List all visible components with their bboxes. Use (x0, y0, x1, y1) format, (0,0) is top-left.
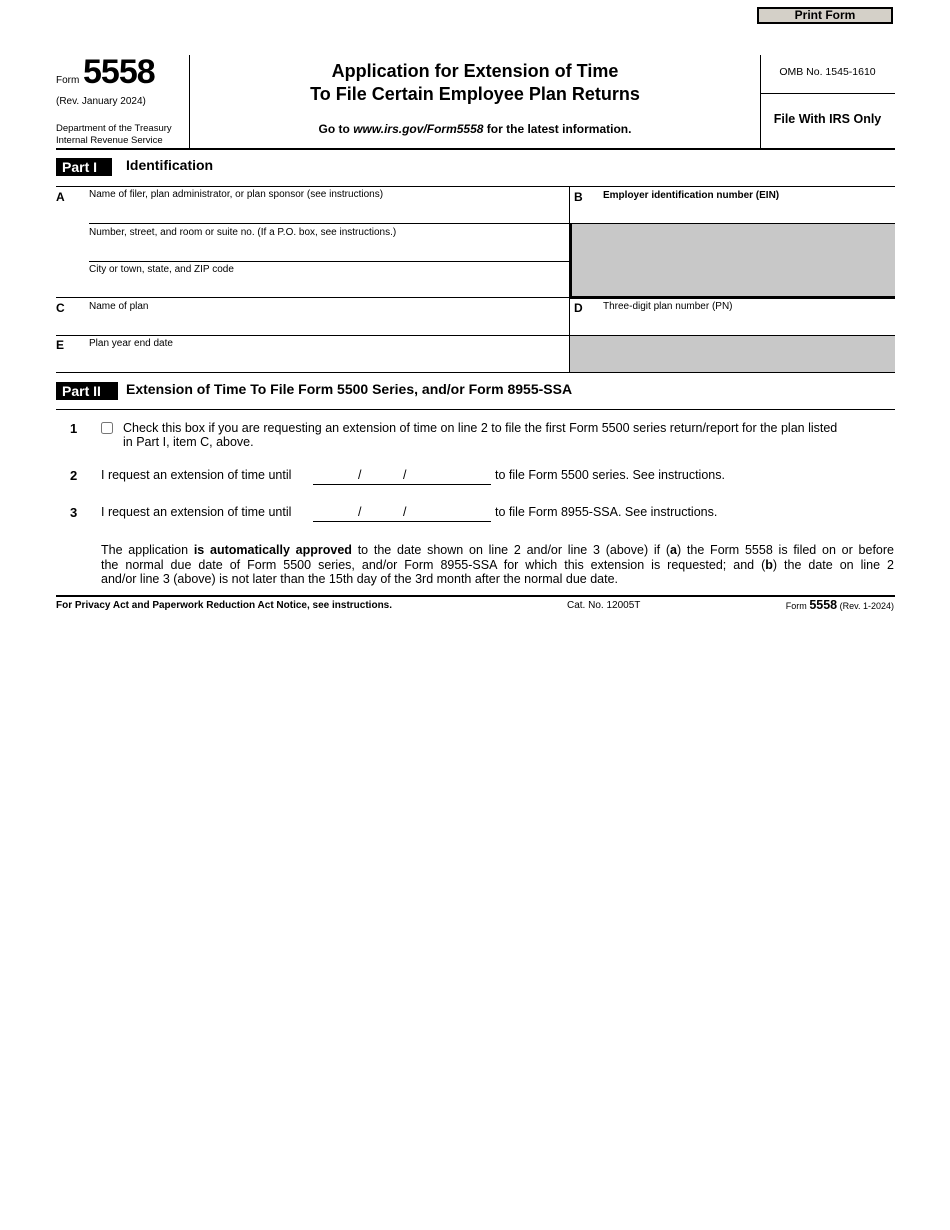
line1-text-cont: in Part I, item C, above. (123, 435, 254, 449)
line3-slash1: / (358, 505, 362, 519)
line3-text-after: to file Form 8955-SSA. See instructions. (495, 505, 718, 519)
approval-paragraph: The application is automatically approved to the date shown on line 2 and/or line 3 (above) if (a) the Form 5558 is filed on or before the normal due date of Form 5500 series, and/or Form 8955-SSA for which this extension is requested; and (b) the date on line 2 and/or line 3 (above) is not later than the 15th day of the 3rd month after the normal due date. (101, 543, 895, 586)
line2-slash1: / (358, 468, 362, 482)
city-label: City or town, state, and ZIP code (89, 264, 234, 275)
plan-year-end-field[interactable] (89, 349, 567, 371)
form-word: Form (56, 75, 80, 86)
print-form-button[interactable]: Print Form (757, 7, 893, 24)
service: Internal Revenue Service (56, 135, 163, 146)
form-title-line2: To File Certain Employee Plan Returns (310, 84, 640, 104)
plan-name-label: Name of plan (89, 301, 149, 312)
ein-label: Employer identification number (EIN) (603, 190, 780, 201)
line3-text: I request an extension of time until (101, 505, 292, 519)
privacy-notice: For Privacy Act and Paperwork Reduction Act Notice, see instructions. (56, 600, 393, 611)
letter-e: E (56, 338, 65, 352)
form-title-line1: Application for Extension of Time (331, 61, 619, 81)
letter-b: B (574, 190, 583, 204)
part2-tag: Part II (56, 382, 118, 400)
part2-title: Extension of Time To File Form 5500 Series, and/or Form 8955-SSA (126, 381, 573, 397)
part1-title: Identification (126, 157, 214, 173)
plan-number-label: Three-digit plan number (PN) (603, 301, 733, 312)
first-return-checkbox[interactable] (101, 422, 113, 434)
plan-name-field[interactable] (89, 312, 567, 334)
plan-year-end-label: Plan year end date (89, 338, 173, 349)
part1-tag: Part I (56, 158, 112, 176)
line2-text: I request an extension of time until (101, 468, 292, 482)
catalog-number: Cat. No. 12005T (567, 600, 641, 611)
department: Department of the Treasury (56, 123, 172, 134)
street-label: Number, street, and room or suite no. (If a P.O. box, see instructions.) (89, 227, 397, 238)
ein-field[interactable] (603, 202, 893, 222)
line3-number: 3 (70, 505, 78, 520)
line3-date-field[interactable] (313, 507, 491, 522)
line2-number: 2 (70, 468, 78, 483)
omb-number: OMB No. 1545-1610 (779, 66, 876, 78)
line2-slash2: / (403, 468, 407, 482)
ein-shaded-area (572, 224, 895, 296)
e-shaded-area (570, 336, 895, 372)
letter-d: D (574, 301, 583, 315)
letter-c: C (56, 301, 65, 315)
line1-text: Check this box if you are requesting an extension of time on line 2 to file the first Form 5500 series return/report for the plan listed (123, 421, 838, 435)
form-revision: (Rev. January 2024) (56, 96, 146, 107)
line3-slash2: / (403, 505, 407, 519)
goto-line: Go to www.irs.gov/Form5558 for the latest information. (318, 122, 632, 136)
city-field[interactable] (89, 275, 567, 297)
filer-name-label: Name of filer, plan administrator, or plan sponsor (see instructions) (89, 189, 384, 200)
form-number: 5558 (83, 53, 155, 91)
letter-a: A (56, 190, 65, 204)
footer-form-id: Form 5558 (Rev. 1-2024) (785, 598, 894, 612)
line2-date-field[interactable] (313, 470, 491, 485)
street-field[interactable] (89, 238, 567, 260)
line1-number: 1 (70, 421, 78, 436)
plan-number-field[interactable] (603, 312, 893, 334)
filer-name-field[interactable] (89, 200, 567, 222)
line2-text-after: to file Form 5500 series. See instructions. (495, 468, 725, 482)
irs-url-link[interactable]: www.irs.gov/Form5558 (353, 122, 484, 136)
file-with-irs: File With IRS Only (773, 112, 882, 126)
